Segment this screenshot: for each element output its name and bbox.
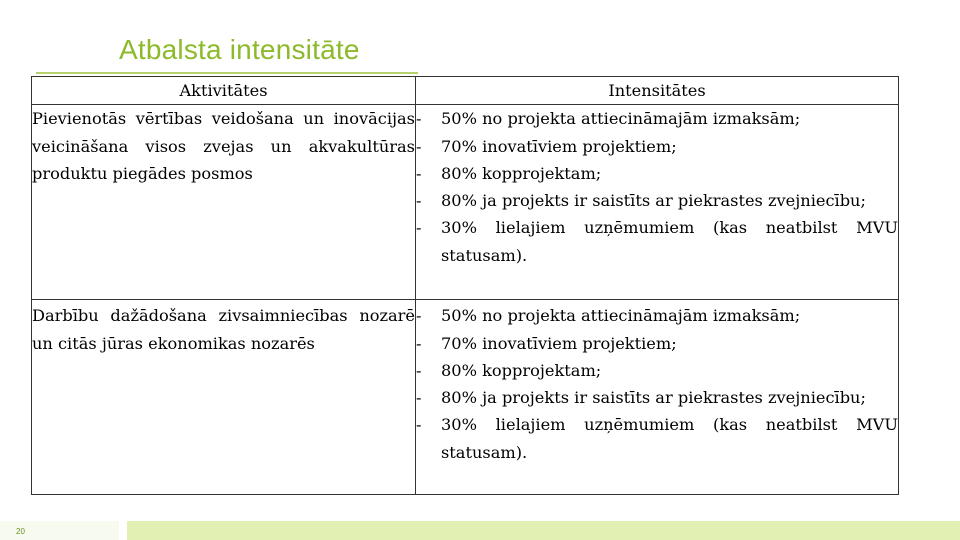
slide-title: Atbalsta intensitāte	[119, 34, 360, 65]
list-item: - 30% lielajiem uzņēmumiem (kas neatbilst MVU statusam).	[416, 214, 898, 269]
header-intensities: Intensitātes	[416, 77, 899, 105]
activity-cell: Darbību dažādošana zivsaimniecības nozarē un citās jūras ekonomikas nozarēs	[32, 300, 416, 495]
support-intensity-table	[31, 76, 899, 495]
activity-cell: Pievienotās vērtības veidošana un inovācijas veicināšana visos zvejas un akvakultūras produktu piegādes posmos	[32, 105, 416, 300]
intensity-cell	[416, 105, 899, 300]
list-item: - 70% inovatīviem projektiem;	[416, 330, 898, 357]
list-item: - 30% lielajiem uzņēmumiem (kas neatbilst MVU statusam).	[416, 411, 898, 466]
page-number: 20	[16, 527, 25, 536]
intensity-cell	[416, 300, 899, 495]
table-row	[32, 300, 899, 495]
list-item: - 80% kopprojektam;	[416, 160, 898, 187]
table-header-row	[32, 77, 899, 105]
table-row	[32, 105, 899, 300]
footer-bar	[127, 521, 960, 540]
list-item: - 50% no projekta attiecināmajām izmaksām;	[416, 105, 898, 132]
list-item: - 50% no projekta attiecināmajām izmaksām;	[416, 302, 898, 329]
list-item: - 80% ja projekts ir saistīts ar piekrastes zvejniecību;	[416, 384, 898, 411]
title-underline	[36, 72, 418, 74]
list-item: - 80% ja projekts ir saistīts ar piekrastes zvejniecību;	[416, 187, 898, 214]
intensity-list	[416, 105, 898, 269]
list-item: - 70% inovatīviem projektiem;	[416, 133, 898, 160]
intensity-list	[416, 302, 898, 466]
header-activities: Aktivitātes	[32, 77, 416, 105]
list-item: - 80% kopprojektam;	[416, 357, 898, 384]
